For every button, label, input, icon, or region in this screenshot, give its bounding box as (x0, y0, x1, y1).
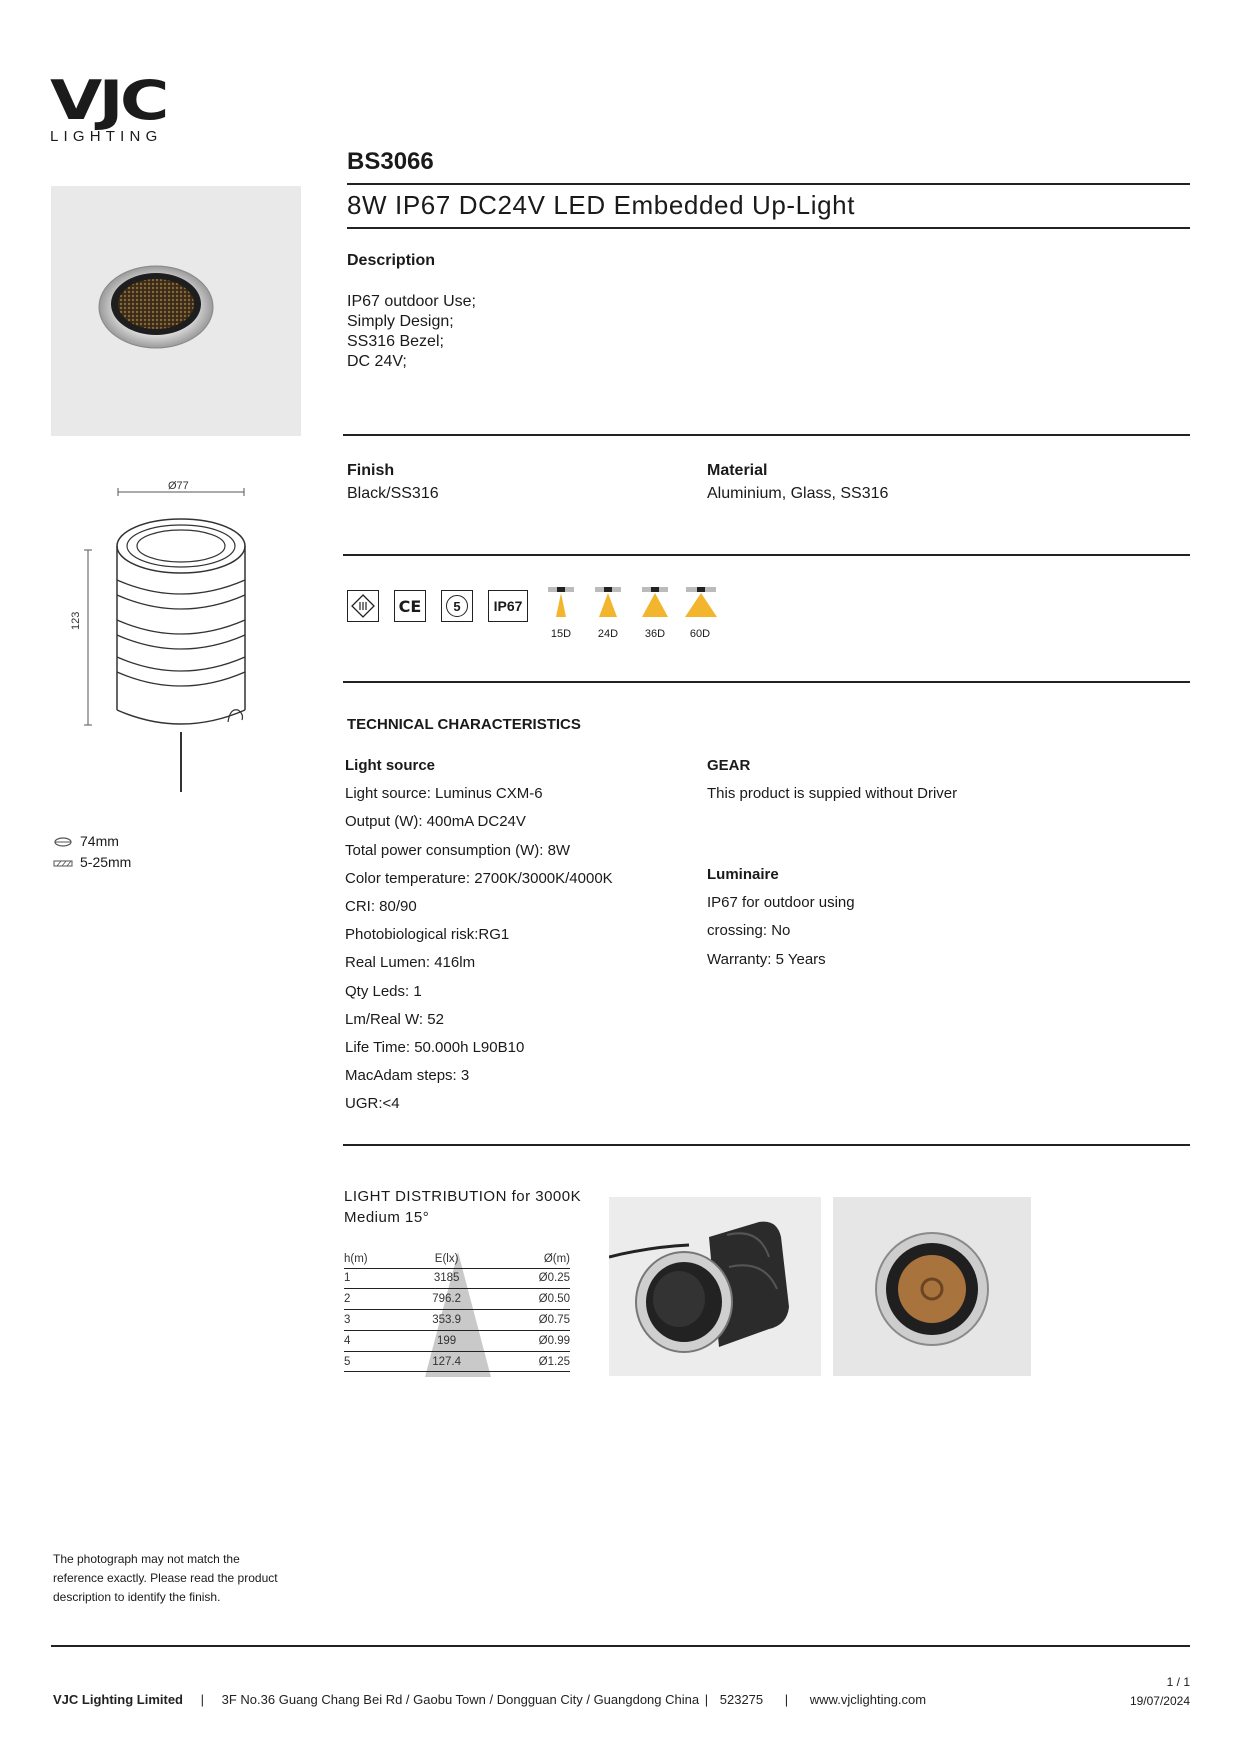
divider (343, 434, 1190, 436)
product-photo-side-image (609, 1197, 821, 1376)
product-photo-front (833, 1197, 1031, 1376)
material-value: Aluminium, Glass, SS316 (707, 485, 889, 502)
spec-item: Light source: Luminus CXM-6 (345, 785, 543, 803)
table-cell: Ø1.25 (485, 1351, 570, 1372)
description-line: IP67 outdoor Use; (347, 293, 476, 310)
divider (343, 1144, 1190, 1146)
document-date: 19/07/2024 (1129, 1694, 1190, 1708)
column-header: Ø(m) (485, 1250, 570, 1268)
material-heading: Material (707, 462, 768, 479)
divider (347, 227, 1190, 229)
light-distribution-title (344, 1186, 581, 1228)
gear-column (707, 756, 957, 812)
divider (347, 183, 1190, 185)
beam-24d-icon (595, 587, 621, 617)
install-range: 5-25mm (80, 854, 132, 870)
drawing-diameter: Ø77 (168, 480, 189, 492)
product-code: BS3066 (347, 148, 434, 175)
description-line: SS316 Bezel; (347, 333, 444, 350)
table-cell: 127.4 (408, 1351, 486, 1372)
footer-divider (51, 1645, 1190, 1647)
spec-item: crossing: No (707, 922, 791, 940)
light-distribution-heading: LIGHT DISTRIBUTION for 3000K (344, 1188, 582, 1205)
beam-label-60d: 60D (689, 628, 711, 640)
table-cell: 2 (344, 1289, 408, 1310)
beam-label-15d: 15D (550, 628, 572, 640)
table-row (344, 1289, 570, 1310)
product-photo-side (609, 1197, 821, 1376)
table-cell: 3185 (408, 1268, 486, 1289)
product-photo-image (51, 186, 301, 436)
spec-item: IP67 for outdoor using (707, 894, 855, 912)
ce-icon: CE (394, 590, 426, 622)
footer-website[interactable]: www.vjclighting.com (809, 1692, 927, 1707)
footer-company: VJC Lighting Limited (53, 1692, 183, 1707)
install-cutout: 74mm (80, 833, 119, 849)
table-cell: 796.2 (408, 1289, 486, 1310)
spec-item: UGR:<4 (345, 1095, 400, 1113)
finish-heading: Finish (347, 462, 395, 479)
gear-heading: GEAR (707, 757, 751, 774)
product-photo-front-image (833, 1197, 1031, 1376)
photo-disclaimer: The photograph may not match the reference exactly. Please read the product description to identify the finish. (53, 1552, 278, 1604)
column-header: E(lx) (408, 1250, 486, 1268)
divider (343, 681, 1190, 683)
five-year-icon (441, 590, 473, 622)
footer-page-info (1130, 1673, 1190, 1711)
table-cell: Ø0.25 (485, 1268, 570, 1289)
spec-item: Warranty: 5 Years (707, 950, 826, 968)
spec-item: Lm/Real W: 52 (345, 1010, 444, 1028)
table-header-row (344, 1250, 570, 1268)
luminaire-heading: Luminaire (707, 866, 779, 883)
table-cell: 3 (344, 1310, 408, 1331)
beam-label-36d: 36D (644, 628, 666, 640)
ip67-badge: IP67 (488, 590, 528, 622)
spec-item: Real Lumen: 416lm (345, 954, 476, 972)
beam-15d-icon (548, 587, 574, 617)
spec-item: Total power consumption (W): 8W (345, 841, 571, 859)
table-cell: 199 (408, 1330, 486, 1351)
drawing-height: 123 (70, 611, 82, 630)
spec-item: Photobiological risk:RG1 (345, 926, 510, 944)
table-cell: 353.9 (408, 1310, 486, 1331)
technical-drawing (58, 470, 258, 805)
page-number: 1 / 1 (1166, 1675, 1190, 1689)
beam-60d-icon (685, 587, 717, 617)
spec-item: CRI: 80/90 (345, 897, 417, 915)
beam-36d-icon (642, 587, 668, 617)
table-cell: Ø0.50 (485, 1289, 570, 1310)
light-distribution-table (344, 1250, 570, 1372)
finish-value: Black/SS316 (347, 485, 439, 502)
light-distribution-subtitle: Medium 15° (344, 1209, 430, 1226)
cutout-icon (53, 836, 73, 848)
light-source-column (345, 756, 613, 1122)
divider (343, 554, 1190, 556)
column-header: h(m) (344, 1250, 408, 1268)
product-title: 8W IP67 DC24V LED Embedded Up-Light (347, 190, 856, 220)
description-line: Simply Design; (347, 313, 454, 330)
footer-bar: VJC Lighting Limited | 3F No.36 Guang Chang Bei Rd / Gaobu Town / Dongguan City / Guangdong China | 523275 | www.vjclighting.com (53, 1692, 927, 1707)
footer-address: 3F No.36 Guang Chang Bei Rd / Gaobu Town / Dongguan City / Guangdong China (221, 1692, 700, 1707)
spec-item: Output (W): 400mA DC24V (345, 813, 526, 831)
gear-text: This product is suppied without Driver (707, 785, 958, 803)
tech-heading: TECHNICAL CHARACTERISTICS (347, 716, 581, 733)
table-cell: 4 (344, 1330, 408, 1351)
table-cell: 5 (344, 1351, 408, 1372)
brand-logo: VJC (50, 69, 166, 132)
table-row (344, 1268, 570, 1289)
beam-label-24d: 24D (597, 628, 619, 640)
table-cell: Ø0.75 (485, 1310, 570, 1331)
table-cell: Ø0.99 (485, 1330, 570, 1351)
class-iii-icon (347, 590, 379, 622)
spec-item: Life Time: 50.000h L90B10 (345, 1038, 525, 1056)
spec-item: MacAdam steps: 3 (345, 1067, 470, 1085)
description-heading: Description (347, 252, 436, 269)
table-cell: 1 (344, 1268, 408, 1289)
table-row (344, 1310, 570, 1331)
ceiling-thickness-icon (53, 857, 73, 869)
spec-item: Color temperature: 2700K/3000K/4000K (345, 869, 613, 887)
spec-item: Qty Leds: 1 (345, 982, 422, 1000)
light-source-heading: Light source (345, 757, 436, 774)
table-row (344, 1351, 570, 1372)
table-row (344, 1330, 570, 1351)
description-line: DC 24V; (347, 353, 407, 370)
description-lines (347, 292, 476, 372)
five-year-label: 5 (446, 595, 468, 617)
footer-postcode: 523275 (719, 1692, 764, 1707)
brand-sub: LIGHTING (50, 128, 163, 145)
luminaire-column (707, 865, 855, 978)
product-photo-top (51, 186, 301, 436)
beam-angle-icons (545, 585, 725, 625)
